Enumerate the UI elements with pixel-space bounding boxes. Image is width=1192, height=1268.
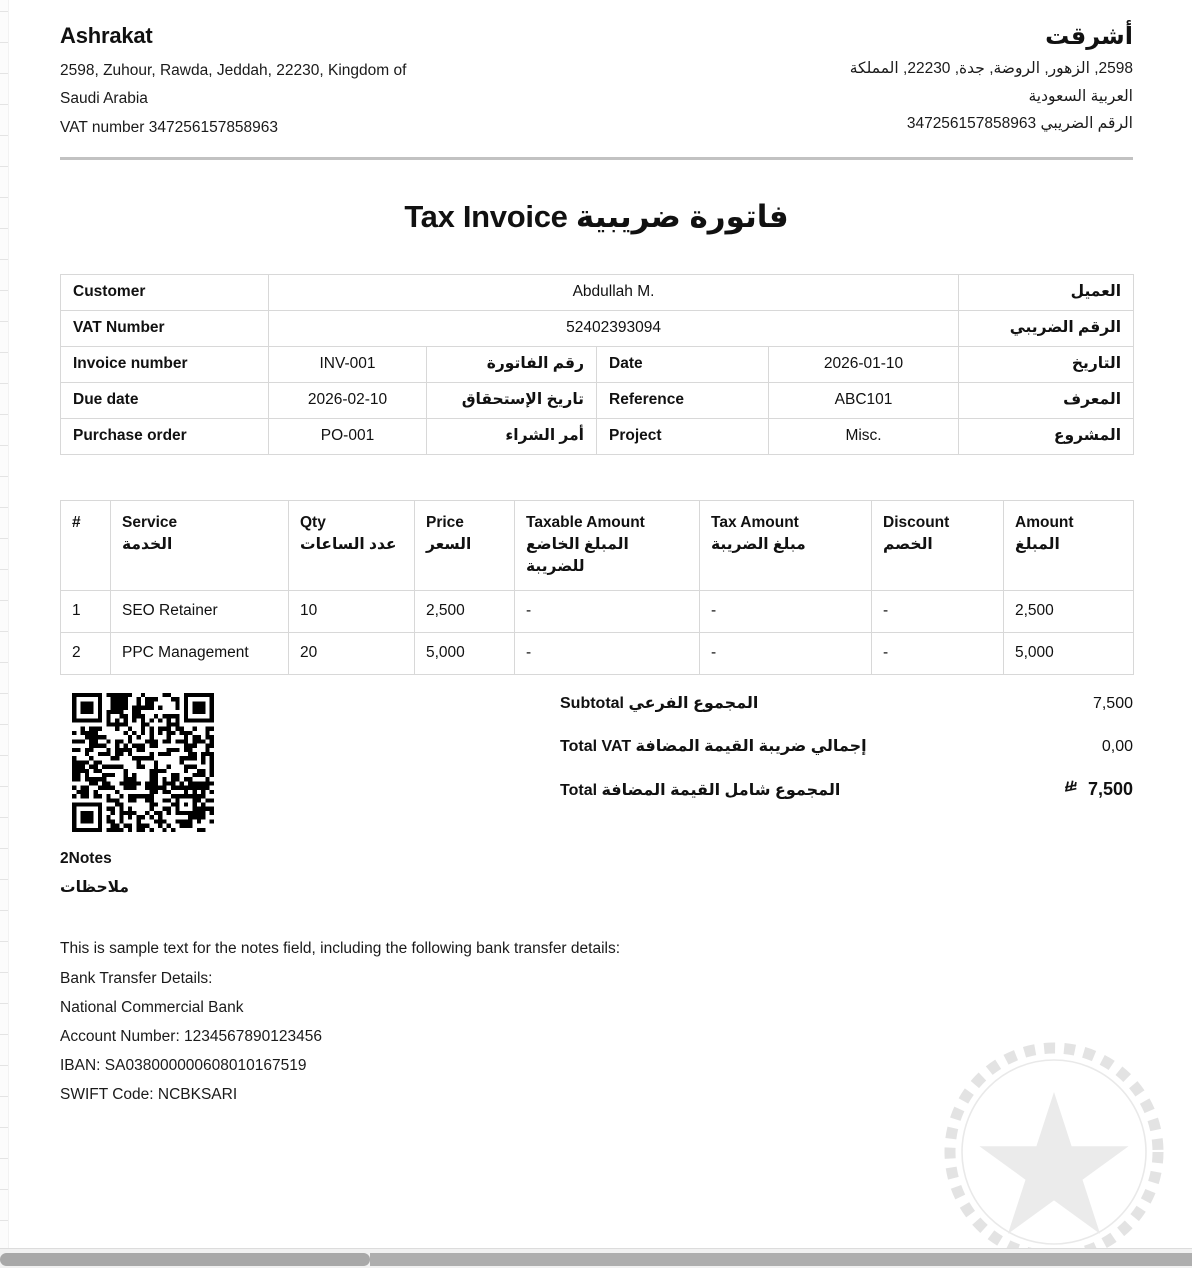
invoice-number-label-en: Invoice number (61, 346, 269, 382)
totals-section (560, 693, 1133, 800)
date-value: 2026-01-10 (769, 346, 959, 382)
invoice-number-value: INV-001 (269, 346, 427, 382)
reference-label-ar: المعرف (959, 382, 1134, 418)
column-header-tax-amount (700, 500, 872, 590)
line-item-index: 2 (61, 632, 111, 674)
purchase-order-label-en: Purchase order (61, 418, 269, 454)
grand-total-value (1064, 779, 1133, 800)
company-address-ar (773, 55, 1133, 138)
line-item-discount: - (872, 632, 1004, 674)
project-label-en: Project (597, 418, 769, 454)
line-item-amount: 2,500 (1004, 590, 1134, 632)
column-header-taxable-amount-ar: المبلغ الخاضع للضريبة (526, 535, 629, 575)
company-vat-ar: الرقم الضريبي 347256157858963 (906, 115, 1133, 133)
document-header (60, 22, 1133, 142)
line-item-tax-amount: - (700, 632, 872, 674)
horizontal-scrollbar[interactable] (0, 1248, 1192, 1268)
column-header-amount (1004, 500, 1134, 590)
subtotal-label: المجموع الفرعي Subtotal (560, 694, 759, 712)
column-header-qty-ar: عدد الساعات (300, 535, 397, 553)
company-address-en (60, 57, 530, 142)
qr-and-totals-section (60, 693, 1133, 832)
notes-line: IBAN: SA038000000608010167519 (60, 1056, 307, 1074)
horizontal-scrollbar-thumb[interactable] (0, 1253, 370, 1266)
line-item-amount: 5,000 (1004, 632, 1134, 674)
column-header-tax-amount-en: Tax Amount (711, 513, 799, 531)
saudi-riyal-symbol-icon (1064, 779, 1081, 796)
line-item-service: SEO Retainer (111, 590, 289, 632)
column-header-service (111, 500, 289, 590)
total-vat-value: 0,00 (1101, 737, 1133, 755)
table-row-customer (61, 274, 1134, 310)
notes-line: SWIFT Code: NCBKSARI (60, 1086, 238, 1104)
column-header-discount-ar: الخصم (883, 535, 933, 553)
seller-block-en (60, 22, 530, 142)
reference-label-en: Reference (597, 382, 769, 418)
date-label-ar: التاريخ (959, 346, 1134, 382)
subtotal-value: 7,500 (1092, 694, 1133, 712)
invoice-info-table (60, 274, 1134, 455)
project-label-ar: المشروع (959, 418, 1134, 454)
left-scrolled-content-strip (0, 0, 9, 1248)
notes-line: This is sample text for the notes field, including the following bank transfer details: (60, 940, 621, 958)
column-header-price-ar: السعر (426, 535, 472, 553)
address-en-line-2: Saudi Arabia (60, 90, 148, 108)
notes-heading (60, 844, 1133, 903)
notes-heading-ar: ملاحظات (60, 879, 130, 896)
notes-body (60, 934, 1133, 1109)
zatca-qr-code (72, 693, 214, 832)
address-ar-line-2: العربية السعودية (1028, 87, 1133, 105)
column-header-price (415, 500, 515, 590)
purchase-order-label-ar: أمر الشراء (427, 418, 597, 454)
grand-total-number: 7,500 (1087, 778, 1133, 799)
line-item-taxable-amount: - (515, 632, 700, 674)
column-header-taxable-amount-en: Taxable Amount (526, 513, 645, 531)
address-ar-line-1: 2598, الزهور, الروضة, جدة, 22230, المملكة (849, 60, 1133, 78)
vat-number-value: 52402393094 (269, 310, 959, 346)
total-vat-label: إجمالي ضريبة القيمة المضافة Total VAT (560, 737, 867, 755)
customer-label-en: Customer (61, 274, 269, 310)
column-header-taxable-amount (515, 500, 700, 590)
line-item-taxable-amount: - (515, 590, 700, 632)
column-header-discount-en: Discount (883, 513, 950, 531)
notes-heading-en: 2Notes (60, 849, 112, 867)
notes-line: Bank Transfer Details: (60, 969, 213, 987)
grand-total-label: المجموع شامل القيمة المضافة Total (560, 781, 841, 799)
due-date-value: 2026-02-10 (269, 382, 427, 418)
column-header-index (61, 500, 111, 590)
horizontal-scrollbar-track[interactable] (370, 1253, 1192, 1266)
column-header-index-en: # (72, 513, 81, 531)
page-title: Tax Invoice فاتورة ضريبية (404, 198, 789, 234)
company-name-en: Ashrakat (60, 23, 153, 48)
column-header-amount-en: Amount (1015, 513, 1074, 531)
line-item-price: 5,000 (415, 632, 515, 674)
line-items-table (60, 500, 1134, 675)
table-row (61, 632, 1134, 674)
purchase-order-value: PO-001 (269, 418, 427, 454)
column-header-tax-amount-ar: مبلغ الضريبة (711, 535, 806, 553)
table-row (61, 346, 1134, 382)
table-row (61, 590, 1134, 632)
totals-row-total-vat (560, 736, 1133, 756)
address-en-line-1: 2598, Zuhour, Rawda, Jeddah, 22230, Kingdom of (60, 62, 407, 80)
project-value: Misc. (769, 418, 959, 454)
due-date-label-ar: تاريخ الإستحقاق (427, 382, 597, 418)
header-divider (60, 157, 1133, 160)
line-item-tax-amount: - (700, 590, 872, 632)
invoice-number-label-ar: رقم الفاتورة (427, 346, 597, 382)
customer-label-ar: العميل (959, 274, 1134, 310)
qr-code-container (60, 693, 560, 832)
due-date-label-en: Due date (61, 382, 269, 418)
column-header-service-ar: الخدمة (122, 535, 173, 553)
column-header-qty (289, 500, 415, 590)
line-item-price: 2,500 (415, 590, 515, 632)
notes-line: National Commercial Bank (60, 998, 244, 1016)
company-name-ar: أشرقت (1045, 23, 1133, 50)
column-header-qty-en: Qty (300, 513, 326, 531)
table-row (61, 382, 1134, 418)
column-header-service-en: Service (122, 513, 178, 531)
notes-line: Account Number: 1234567890123456 (60, 1027, 322, 1045)
customer-value: Abdullah M. (269, 274, 959, 310)
vat-number-label-en: VAT Number (61, 310, 269, 346)
line-item-discount: - (872, 590, 1004, 632)
totals-row-grand-total (560, 779, 1133, 800)
column-header-amount-ar: المبلغ (1015, 535, 1060, 553)
totals-row-subtotal (560, 693, 1133, 713)
table-row-vat-number (61, 310, 1134, 346)
line-item-service: PPC Management (111, 632, 289, 674)
column-header-discount (872, 500, 1004, 590)
line-item-index: 1 (61, 590, 111, 632)
seller-block-ar (773, 22, 1133, 138)
company-vat-en: VAT number 347256157858963 (60, 118, 279, 136)
line-item-qty: 10 (289, 590, 415, 632)
reference-value: ABC101 (769, 382, 959, 418)
date-label-en: Date (597, 346, 769, 382)
column-header-price-en: Price (426, 513, 464, 531)
line-items-header-row (61, 500, 1134, 590)
line-item-qty: 20 (289, 632, 415, 674)
vat-number-label-ar: الرقم الضريبي (959, 310, 1134, 346)
table-row (61, 418, 1134, 454)
